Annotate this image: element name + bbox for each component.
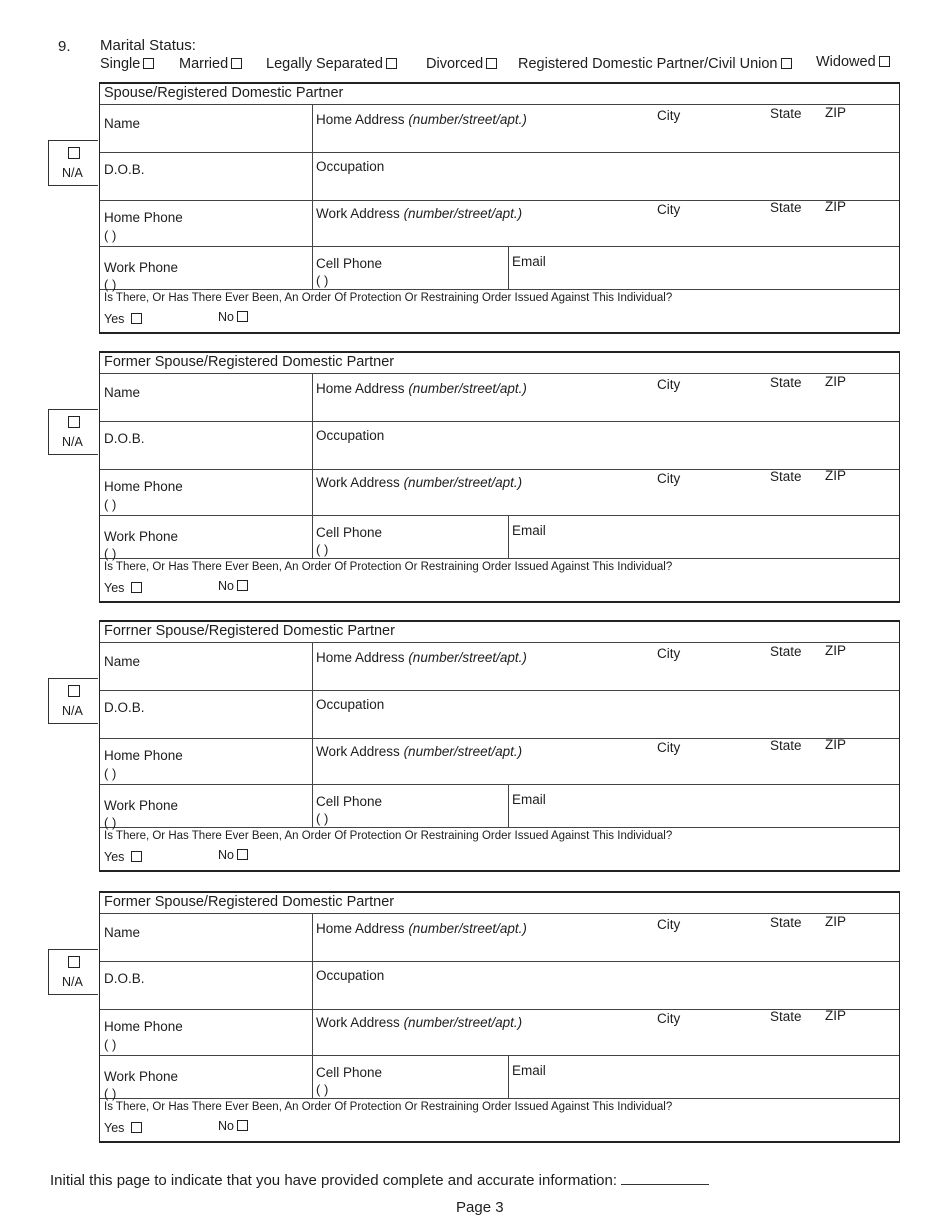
block-title: Forrner Spouse/Registered Domestic Partner [104,623,395,639]
occupation-field[interactable]: Occupation [316,159,385,174]
work-state-field[interactable]: State [770,1009,802,1024]
na-label: N/A [62,975,83,989]
cell-phone-parens: ( ) [316,273,329,288]
name-field[interactable]: Name [104,654,141,669]
occupation-field[interactable]: Occupation [316,428,385,443]
occupation-field[interactable]: Occupation [316,968,385,983]
work-city-field[interactable]: City [657,471,681,486]
question-label: Marital Status: [100,37,196,54]
no-checkbox[interactable] [237,849,248,860]
no-option[interactable]: No [218,848,248,862]
question-number: 9. [58,38,71,55]
na-option[interactable] [48,140,98,186]
order-of-protection-question: Is There, Or Has There Ever Been, An Order Of Protection Or Restraining Order Issued Against This Individual? [104,830,673,842]
home-phone-parens: ( ) [104,228,117,243]
work-state-field[interactable]: State [770,469,802,484]
zip-field[interactable]: ZIP [825,374,847,389]
block-title: Former Spouse/Registered Domestic Partner [104,354,395,370]
na-option[interactable] [48,409,98,455]
home-phone-field[interactable]: Home Phone [104,479,183,494]
option-divorced[interactable]: Divorced [426,56,497,72]
order-of-protection-question: Is There, Or Has There Ever Been, An Order Of Protection Or Restraining Order Issued Against This Individual? [104,1101,673,1113]
cell-phone-field[interactable]: Cell Phone [316,256,383,271]
name-field[interactable]: Name [104,385,141,400]
dob-field[interactable]: D.O.B. [104,431,145,446]
home-phone-field[interactable]: Home Phone [104,1019,183,1034]
yes-option[interactable]: Yes [104,1121,142,1135]
yes-checkbox[interactable] [131,851,142,862]
yes-option[interactable]: Yes [104,581,142,595]
dob-field[interactable]: D.O.B. [104,162,145,177]
divorced-checkbox[interactable] [486,58,497,69]
work-address-field[interactable]: Work Address (number/street/apt.) [316,744,523,759]
home-phone-field[interactable]: Home Phone [104,748,183,763]
block-header [100,353,899,374]
option-married[interactable]: Married [179,56,242,72]
work-city-field[interactable]: City [657,740,681,755]
option-registered-domestic-partner[interactable]: Registered Domestic Partner/Civil Union [518,56,792,72]
widowed-checkbox[interactable] [879,56,890,67]
cell-phone-field[interactable]: Cell Phone [316,794,383,809]
work-zip-field[interactable]: ZIP [825,199,847,214]
cell-phone-field[interactable]: Cell Phone [316,525,383,540]
no-checkbox[interactable] [237,311,248,322]
page-number: Page 3 [456,1199,504,1216]
option-single[interactable]: Single [100,56,154,72]
work-phone-parens: ( ) [104,546,117,561]
state-field[interactable]: State [770,106,802,121]
na-checkbox[interactable] [68,147,80,159]
city-field[interactable]: City [657,108,681,123]
order-of-protection-question: Is There, Or Has There Ever Been, An Order Of Protection Or Restraining Order Issued Against This Individual? [104,292,673,304]
home-phone-parens: ( ) [104,766,117,781]
zip-field[interactable]: ZIP [825,914,847,929]
state-field[interactable]: State [770,375,802,390]
dob-field[interactable]: D.O.B. [104,700,145,715]
home-phone-parens: ( ) [104,497,117,512]
cell-phone-parens: ( ) [316,811,329,826]
city-field[interactable]: City [657,646,681,661]
home-phone-field[interactable]: Home Phone [104,210,183,225]
order-of-protection-question: Is There, Or Has There Ever Been, An Order Of Protection Or Restraining Order Issued Against This Individual? [104,561,673,573]
cell-phone-field[interactable]: Cell Phone [316,1065,383,1080]
email-field[interactable]: Email [512,792,546,807]
work-zip-field[interactable]: ZIP [825,1008,847,1023]
legally-separated-checkbox[interactable] [386,58,397,69]
home-address-field[interactable]: Home Address (number/street/apt.) [316,381,527,396]
state-field[interactable]: State [770,644,802,659]
na-option[interactable] [48,678,98,724]
person-block [99,351,900,603]
married-checkbox[interactable] [231,58,242,69]
home-address-field[interactable]: Home Address (number/street/apt.) [316,112,527,127]
work-zip-field[interactable]: ZIP [825,737,847,752]
work-zip-field[interactable]: ZIP [825,468,847,483]
domestic-partner-checkbox[interactable] [781,58,792,69]
city-field[interactable]: City [657,377,681,392]
email-field[interactable]: Email [512,523,546,538]
na-checkbox[interactable] [68,956,80,968]
person-block [99,82,900,334]
na-label: N/A [62,435,83,449]
cell-phone-parens: ( ) [316,542,329,557]
person-block [99,620,900,872]
block-header [100,893,899,914]
block-header [100,622,899,643]
block-title: Spouse/Registered Domestic Partner [104,85,344,101]
work-address-field[interactable]: Work Address (number/street/apt.) [316,1015,523,1030]
work-state-field[interactable]: State [770,738,802,753]
zip-field[interactable]: ZIP [825,105,847,120]
state-field[interactable]: State [770,915,802,930]
name-field[interactable]: Name [104,925,141,940]
work-phone-parens: ( ) [104,815,117,830]
work-address-field[interactable]: Work Address (number/street/apt.) [316,206,523,221]
no-option[interactable]: No [218,1119,248,1133]
no-option[interactable]: No [218,579,248,593]
occupation-field[interactable]: Occupation [316,697,385,712]
na-label: N/A [62,704,83,718]
name-field[interactable]: Name [104,116,141,131]
no-checkbox[interactable] [237,580,248,591]
work-phone-field[interactable]: Work Phone [104,529,179,544]
yes-option[interactable]: Yes [104,850,142,864]
no-option[interactable]: No [218,310,248,324]
email-field[interactable]: Email [512,254,546,269]
work-phone-field[interactable]: Work Phone [104,260,179,275]
home-address-field[interactable]: Home Address (number/street/apt.) [316,921,527,936]
cell-phone-parens: ( ) [316,1082,329,1097]
city-field[interactable]: City [657,917,681,932]
initial-input[interactable] [621,1184,709,1185]
work-phone-field[interactable]: Work Phone [104,1069,179,1084]
na-checkbox[interactable] [68,416,80,428]
na-label: N/A [62,166,83,180]
initial-line: Initial this page to indicate that you have provided complete and accurate information: [50,1172,709,1189]
yes-checkbox[interactable] [131,313,142,324]
home-phone-parens: ( ) [104,1037,117,1052]
option-legally-separated[interactable]: Legally Separated [266,56,397,72]
work-state-field[interactable]: State [770,200,802,215]
yes-checkbox[interactable] [131,1122,142,1133]
work-city-field[interactable]: City [657,202,681,217]
home-address-field[interactable]: Home Address (number/street/apt.) [316,650,527,665]
dob-field[interactable]: D.O.B. [104,971,145,986]
work-phone-parens: ( ) [104,277,117,292]
no-checkbox[interactable] [237,1120,248,1131]
work-address-field[interactable]: Work Address (number/street/apt.) [316,475,523,490]
email-field[interactable]: Email [512,1063,546,1078]
work-phone-parens: ( ) [104,1086,117,1101]
option-widowed[interactable]: Widowed [816,54,890,70]
yes-option[interactable]: Yes [104,312,142,326]
zip-field[interactable]: ZIP [825,643,847,658]
work-city-field[interactable]: City [657,1011,681,1026]
work-phone-field[interactable]: Work Phone [104,798,179,813]
block-title: Former Spouse/Registered Domestic Partner [104,894,395,910]
na-checkbox[interactable] [68,685,80,697]
yes-checkbox[interactable] [131,582,142,593]
block-header [100,84,899,105]
person-block [99,891,900,1143]
single-checkbox[interactable] [143,58,154,69]
na-option[interactable] [48,949,98,995]
